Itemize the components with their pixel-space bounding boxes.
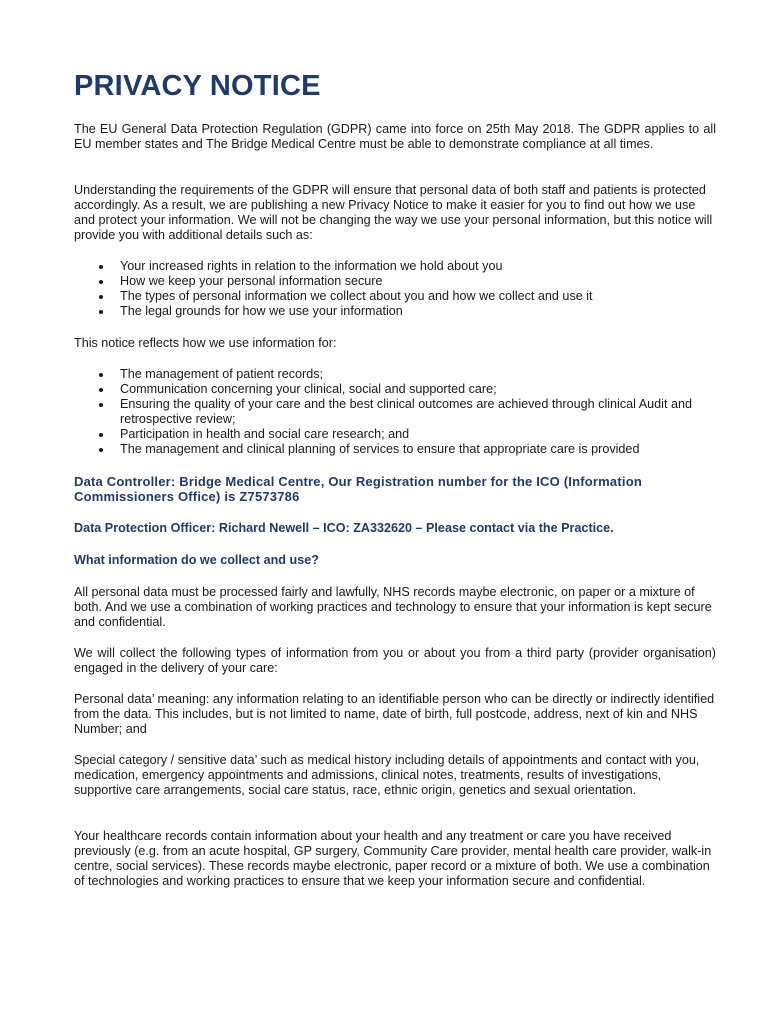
- collect-paragraph-2: We will collect the following types of information from you or about you from a third party (provider organisation) engaged in the delivery of your care:: [74, 646, 716, 675]
- details-list: [74, 259, 716, 319]
- page-title: PRIVACY NOTICE: [74, 70, 321, 102]
- list-item: Ensuring the quality of your care and the best clinical outcomes are achieved through clinical Audit and retrospective review;: [74, 397, 716, 427]
- data-controller-heading: Data Controller: Bridge Medical Centre, Our Registration number for the ICO (Information Commissioners Office) is Z7573786: [74, 474, 642, 504]
- dpo-heading: Data Protection Officer: Richard Newell – ICO: ZA332620 – Please contact via the Practice.: [74, 521, 614, 535]
- list-item: Your increased rights in relation to the information we hold about you: [74, 259, 716, 274]
- list-item: The legal grounds for how we use your information: [74, 304, 716, 319]
- list-item: How we keep your personal information secure: [74, 274, 716, 289]
- usage-list: [74, 367, 716, 457]
- collect-heading: What information do we collect and use?: [74, 553, 319, 567]
- intro-paragraph-1: The EU General Data Protection Regulation (GDPR) came into force on 25th May 2018. The GDPR applies to all EU member states and The Bridge Medical Centre must be able to demonstrate compliance at all times.: [74, 122, 716, 151]
- usage-intro: This notice reflects how we use information for:: [74, 336, 337, 350]
- collect-paragraph-3: Personal data’ meaning: any information relating to an identifiable person who can be directly or indirectly identified from the data. This includes, but is not limited to name, date of birth, full postcode, address, next of kin and NHS Number; and: [74, 692, 715, 736]
- list-item: The types of personal information we collect about you and how we collect and use it: [74, 289, 716, 304]
- list-item: Communication concerning your clinical, social and supported care;: [74, 382, 716, 397]
- intro-paragraph-2: Understanding the requirements of the GDPR will ensure that personal data of both staff and patients is protected accordingly. As a result, we are publishing a new Privacy Notice to make it easier for you to find out how we use and protect your information. We will not be changing the way we use your personal information, but this notice will provide you with additional details such as:: [74, 183, 713, 242]
- collect-paragraph-4: Special category / sensitive data’ such as medical history including details of appointments and contact with you, medication, emergency appointments and admissions, clinical notes, treatments, results of investigations, supportive care arrangements, social care status, race, ethnic origin, genetics and sexual orientation.: [74, 753, 700, 797]
- list-item: The management and clinical planning of services to ensure that appropriate care is provided: [74, 442, 716, 457]
- list-item: The management of patient records;: [74, 367, 716, 382]
- collect-paragraph-1: All personal data must be processed fairly and lawfully, NHS records maybe electronic, on paper or a mixture of both. And we use a combination of working practices and technology to ensure that your information is kept secure and confidential.: [74, 585, 712, 629]
- list-item: Participation in health and social care research; and: [74, 427, 716, 442]
- collect-paragraph-5: Your healthcare records contain information about your health and any treatment or care you have received previously (e.g. from an acute hospital, GP surgery, Community Care provider, mental health care provider, walk-in centre, social services). These records maybe electronic, paper record or a mixture of both. We use a combination of technologies and working practices to ensure that we keep your information secure and confidential.: [74, 829, 712, 888]
